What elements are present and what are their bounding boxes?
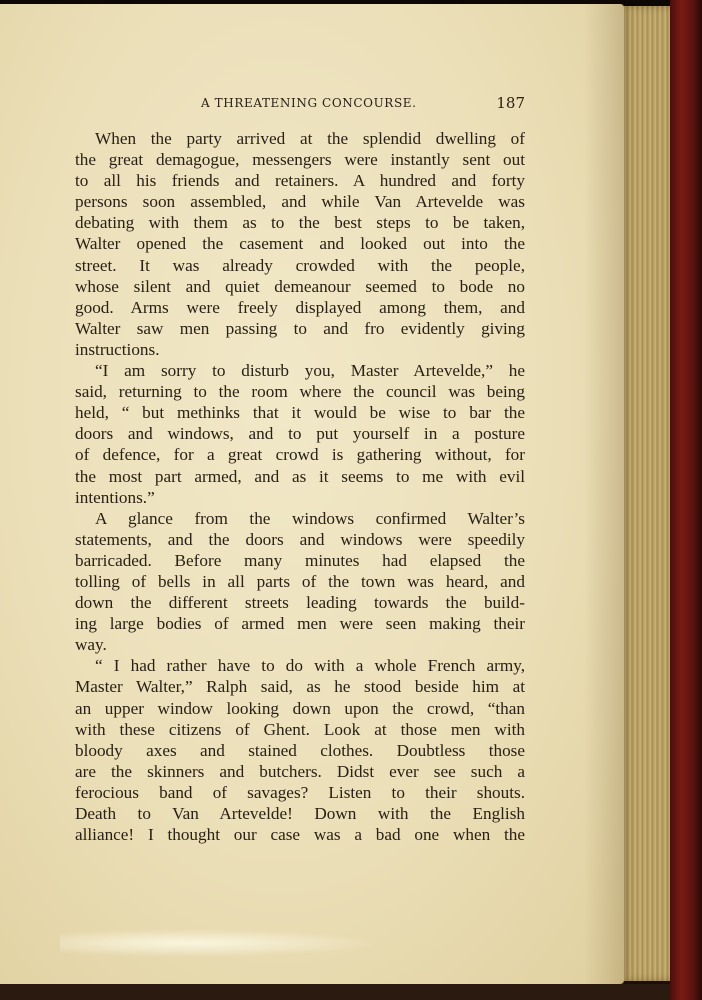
text-line: whose silent and quiet demeanour seemed to bode no: [75, 276, 525, 296]
text-line: to all his friends and retainers. A hundred and forty: [75, 171, 525, 191]
text-line: statements, and the doors and windows were speedily: [75, 529, 525, 549]
text-line: the great demagogue, messengers were instantly sent out: [75, 150, 525, 170]
text-line: Death to Van Artevelde! Down with the English: [75, 804, 525, 823]
text-line: good. Arms were freely displayed among them, and: [75, 297, 525, 317]
text-line: barricaded. Before many minutes had elapsed the: [75, 550, 525, 570]
page-gutter-shade: [584, 4, 624, 984]
text-line: tolling of bells in all parts of the town was heard, and: [75, 571, 525, 591]
text-line: intentions.”: [75, 487, 155, 507]
text-line: an upper window looking down upon the crowd, “than: [75, 698, 525, 718]
text-line: Walter saw men passing to and fro evidently giving: [75, 318, 525, 338]
text-line: “ I had rather have to do with a whole French army,: [95, 656, 525, 676]
text-line: alliance! I thought our case was a bad one when the: [75, 825, 525, 845]
text-line: are the skinners and butchers. Didst ever see such a: [75, 761, 525, 781]
text-line: A glance from the windows confirmed Walter’s: [95, 508, 525, 528]
text-line: Walter opened the casement and looked out into the: [75, 234, 525, 254]
text-line: Master Walter,” Ralph said, as he stood beside him at: [75, 677, 525, 697]
text-line: persons soon assembled, and while Van Artevelde was: [75, 192, 525, 212]
text-line: ing large bodies of armed men were seen making their: [75, 614, 525, 634]
page-number: 187: [496, 94, 525, 112]
text-line: way.: [75, 635, 107, 655]
text-line: said, returning to the room where the council was being: [75, 382, 525, 402]
text-line: instructions.: [75, 339, 160, 359]
text-line: “I am sorry to disturb you, Master Artevelde,” he: [95, 361, 525, 381]
text-line: bloody axes and stained clothes. Doubtless those: [75, 740, 525, 760]
text-line: ferocious band of savages? Listen to their shouts.: [75, 782, 525, 802]
running-head: A THREATENING CONCOURSE.: [201, 96, 417, 110]
text-line: the most part armed, and as it seems to me with evil: [75, 466, 525, 486]
text-line: of defence, for a great crowd is gathering without, for: [75, 445, 525, 465]
book-binding: [670, 0, 702, 1000]
paper-stain: [60, 929, 380, 957]
text-line: held, “ but methinks that it would be wise to bar the: [75, 403, 525, 423]
book-page: [0, 4, 624, 984]
page-edges: [620, 6, 670, 981]
body-text: [75, 128, 525, 845]
bottom-edge: [0, 984, 670, 1000]
text-line: debating with them as to the best steps to be taken,: [75, 213, 525, 233]
text-line: down the different streets leading towards the build-: [75, 593, 525, 613]
text-line: When the party arrived at the splendid dwelling of: [95, 129, 525, 148]
page-header: [75, 94, 525, 116]
text-line: street. It was already crowded with the people,: [75, 255, 525, 275]
text-line: with these citizens of Ghent. Look at those men with: [75, 719, 525, 739]
text-line: doors and windows, and to put yourself in a posture: [75, 424, 525, 444]
